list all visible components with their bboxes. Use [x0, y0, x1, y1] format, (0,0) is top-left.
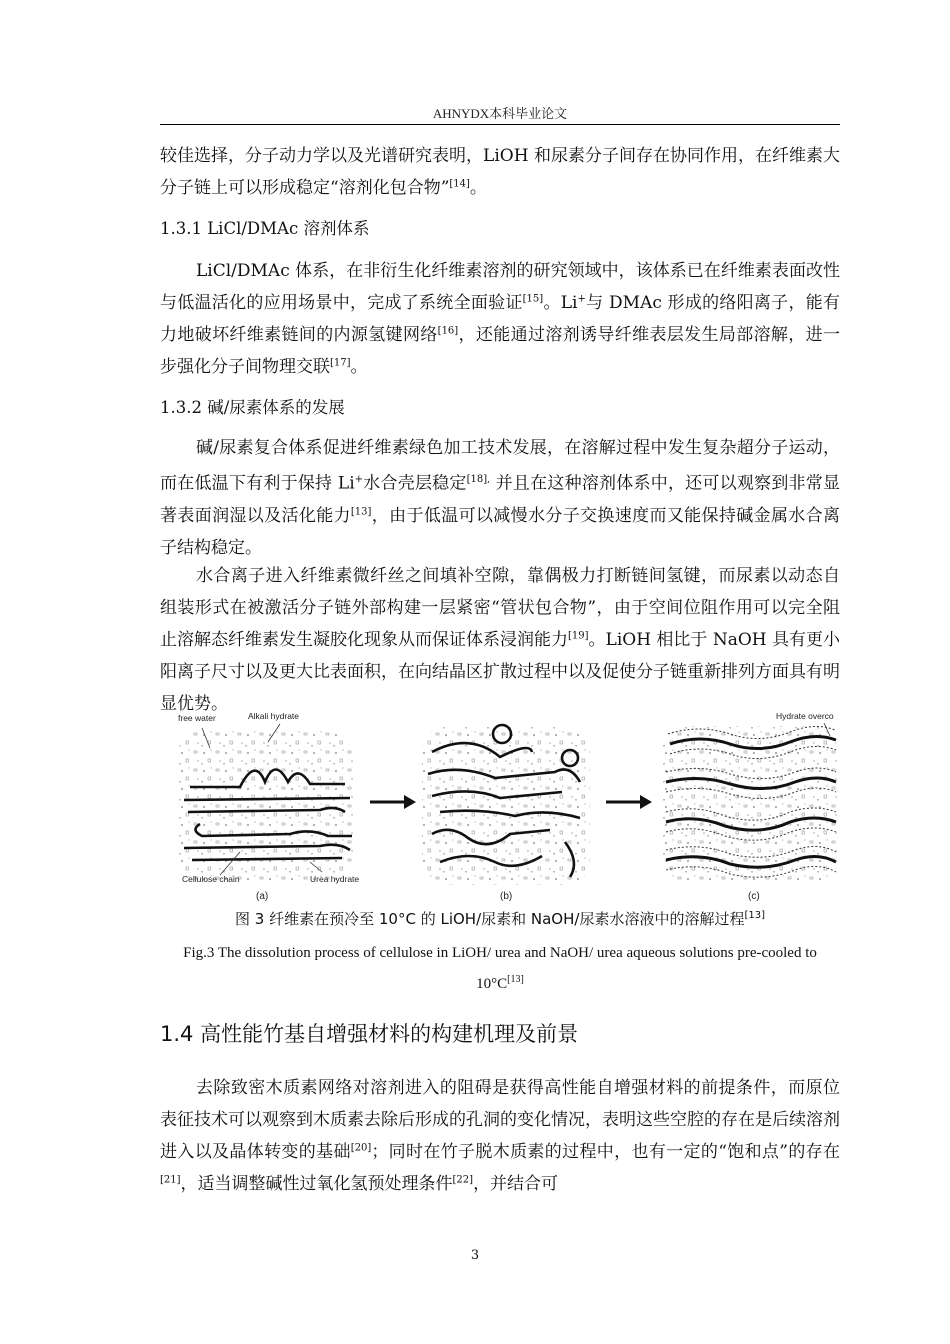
page-number: 3: [470, 1248, 480, 1263]
figure-caption-en: Fig.3 The dissolution process of cellulose in LiOH/ urea and NaOH/ urea aqueous solutions pre-cooled to 10°C[13]: [183, 945, 817, 992]
subsection-heading-1-3-2: 1.3.2 碱/尿素体系的发展: [160, 398, 345, 417]
section-heading-1-4: 1.4 高性能竹基自增强材料的构建机理及前景: [160, 1022, 579, 1046]
citation: [19]: [568, 630, 589, 642]
citation: [18]: [466, 474, 488, 485]
citation: [16]: [437, 325, 459, 337]
page-header: AHNYDX本科毕业论文: [432, 106, 568, 121]
arrow-b-to-c: [606, 795, 652, 809]
citation: [15]: [522, 293, 544, 305]
panel-letter-c: (c): [748, 891, 760, 902]
label-hydrate-overcoat: Hydrate overco: [776, 712, 834, 721]
citation: [13]: [507, 974, 524, 985]
label-cellulose-chain: Cellulose chain: [182, 874, 240, 884]
panel-a: [178, 724, 353, 882]
superscript-plus: +: [354, 474, 364, 485]
paragraph-bamboo: 去除致密木质素网络对溶剂进入的阻碍是获得高性能自增强材料的前提条件，而原位表征技术可以观察到木质素去除后形成的孔洞的变化情况，表明这些空腔的存在是后续溶剂进入以及晶体转变的基础[20]；同时在竹子脱木质素的过程中，也有一定的“饱和点”的存在[21]，适当调整碱性过氧化氢预处理条件[22]，并结合可: [160, 1078, 841, 1194]
arrow-a-to-b: [370, 795, 416, 809]
panel-letter-a: (a): [256, 891, 269, 902]
paragraph-intro: 较佳选择，分子动力学以及光谱研究表明，LiOH 和尿素分子间存在协同作用，在纤维素大分子链上可以形成稳定“溶剂化包合物”[14]。: [160, 146, 840, 198]
paragraph-alkali-urea: 碱/尿素复合体系促进纤维素绿色加工技术发展，在溶解过程中发生复杂超分子运动，而在低温下有利于保持 Li+水合壳层稳定$^{[18],}$ 并且在这种溶剂体系中，还可以观察到非常显著表面润湿以及活化能力[13]，由于低温可以减慢水分子交换速度而又能保持碱金属水合离子结构稳定。: [160, 438, 841, 558]
citation: [17]: [330, 357, 351, 369]
panel-c: [662, 723, 837, 884]
citation: [13]: [744, 910, 765, 921]
dissolution-figure: [170, 712, 840, 902]
panel-letter-b: (b): [500, 891, 513, 902]
subsection-heading-1-3-1: 1.3.1 LiCl/DMAc 溶剂体系: [160, 219, 370, 238]
figure-caption-cn: 图 3 纤维素在预冷至 10°C 的 LiOH/尿素和 NaOH/尿素水溶液中的溶解过程[13]: [235, 910, 765, 928]
superscript-plus: +: [577, 293, 586, 305]
citation: [21]: [160, 1174, 181, 1186]
citation: [22]: [452, 1174, 474, 1186]
citation: [14]: [449, 178, 470, 190]
paragraph-hydrate-ions: 水合离子进入纤维素微纤丝之间填补空隙，靠偶极力打断链间氢键，而尿素以动态自组装形式在被激活分子链外部构建一层紧密“管状包合物”，由于空间位阻作用可以完全阻止溶解态纤维素发生凝胶化现象从而保证体系浸润能力[19]。LiOH 相比于 NaOH 具有更小阳离子尺寸以及更大比表面积，在向结晶区扩散过程中以及促使分子链重新排列方面具有明显优势。: [160, 566, 841, 714]
label-free-water: free water: [178, 713, 216, 723]
label-urea-hydrate: Urea hydrate: [310, 874, 360, 884]
paragraph-licl-dmac: LiCl/DMAc 体系，在非衍生化纤维素溶剂的研究领域中，该体系已在纤维素表面改性与低温活化的应用场景中，完成了系统全面验证[15]。Li+与 DMAc 形成的络阳离子，能有力地破坏纤维素链间的内源氢键网络[16]，还能通过溶剂诱导纤维表层发生局部溶解，进一步强化分子间物理交联[17]。: [160, 261, 840, 377]
panel-b: [422, 725, 590, 885]
header-rule: [160, 124, 840, 125]
citation: [20]: [350, 1142, 372, 1154]
citation: [13]: [350, 506, 372, 517]
label-alkali-hydrate: Alkali hydrate: [248, 712, 300, 721]
